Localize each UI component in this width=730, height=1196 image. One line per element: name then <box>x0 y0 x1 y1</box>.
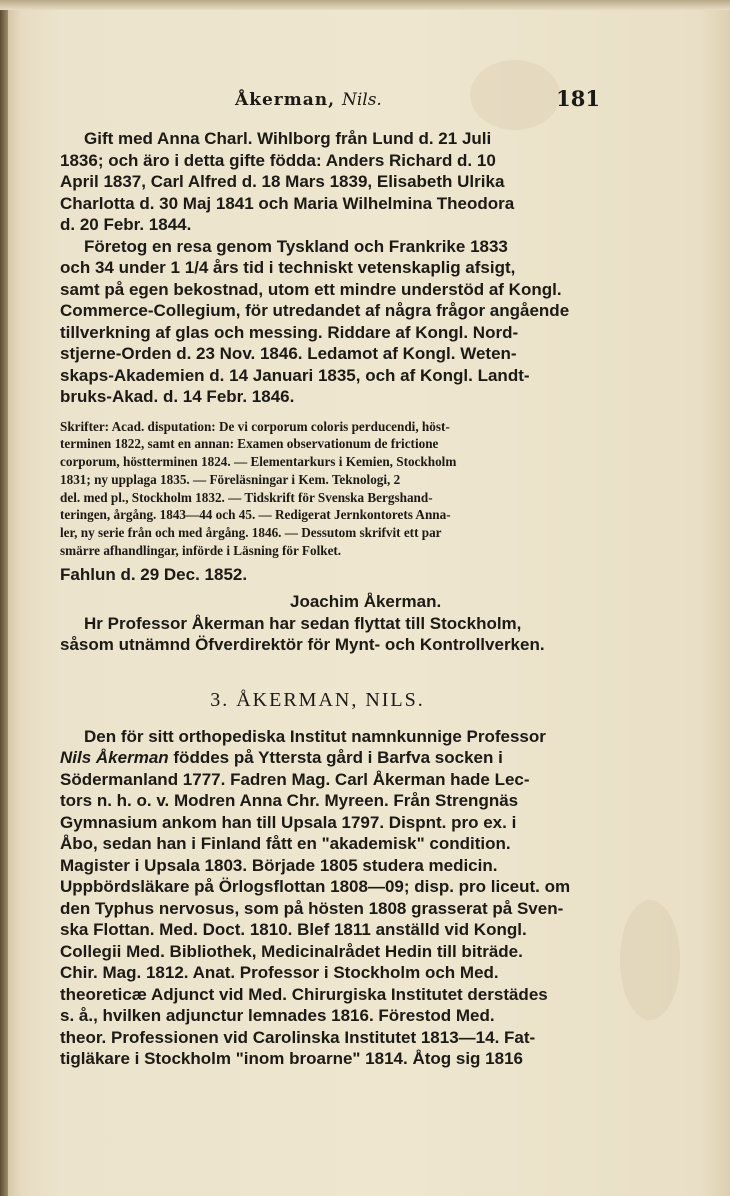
place-date-line <box>60 564 615 586</box>
text-line: Den för sitt orthopediska Institut namnkunnige Professor <box>84 726 546 746</box>
text-line: Företog en resa genom Tyskland och Frankrike 1833 <box>84 236 508 256</box>
text-line: theoreticæ Adjunct vid Med. Chirurgiska Institutet derstädes <box>60 984 548 1004</box>
text-line: och 34 under 1 1/4 års tid i techniskt vetenskaplig afsigt, <box>60 258 516 277</box>
page-header <box>60 86 600 116</box>
running-head-firstname: Nils. <box>341 90 382 110</box>
text-line: April 1837, Carl Alfred d. 18 Mars 1839, Elisabeth Ulrika <box>60 172 505 191</box>
text-span: föddes på Yttersta gård i Barfva socken i <box>168 748 503 768</box>
page-binding-edge <box>0 0 8 1196</box>
text-line: stjerne-Orden d. 23 Nov. 1846. Ledamot af Kongl. Weten- <box>60 344 517 363</box>
text-line: Chir. Mag. 1812. Anat. Professor i Stockholm och Med. <box>60 963 499 983</box>
page-top-edge <box>0 0 730 10</box>
text-line: tillverkning af glas och messing. Riddare af Kongl. Nord- <box>60 322 519 342</box>
section-heading: 3. ÅKERMAN, NILS. <box>210 688 425 711</box>
signature: Joachim Åkerman. <box>290 592 442 612</box>
text-line: bruks-Akad. d. 14 Febr. 1846. <box>60 387 295 406</box>
text-line: Commerce-Collegium, för utredandet af några frågor angående <box>60 301 570 320</box>
intro-paragraphs <box>60 128 615 408</box>
text-line <box>60 747 615 769</box>
biography-paragraph <box>60 726 615 1070</box>
text-line: Charlotta d. 30 Maj 1841 och Maria Wilhelmina Theodora <box>60 193 515 213</box>
person-name: Nils Åkerman <box>60 748 169 768</box>
text-line: tigläkare i Stockholm "inom broarne" 1814. Åtog sig 1816 <box>60 1049 523 1069</box>
text-line: s. å., hvilken adjunctur lemnades 1816. Förestod Med. <box>60 1006 495 1026</box>
text-line: Åbo, sedan han i Finland fått en "akademisk" condition. <box>60 834 511 854</box>
main-text <box>60 128 615 1070</box>
place-date: Fahlun d. 29 Dec. 1852. <box>60 564 248 584</box>
text-line: theor. Professionen vid Carolinska Institutet 1813—14. Fat- <box>60 1027 536 1047</box>
signature-line <box>60 591 615 613</box>
note-paragraph <box>60 613 615 656</box>
page-number: 181 <box>556 86 600 111</box>
skrifter-line: del. med pl., Stockholm 1832. — Tidskrift för Svenska Bergshand- <box>60 489 433 505</box>
skrifter-section <box>60 418 615 560</box>
text-line: Gymnasium ankom han till Upsala 1797. Dispnt. pro ex. i <box>60 812 517 832</box>
text-line: 1836; och äro i detta gifte födda: Anders Richard d. 10 <box>60 150 496 170</box>
text-line: den Typhus nervosus, som på hösten 1808 grasserat på Sven- <box>60 898 564 918</box>
text-line: Hr Professor Åkerman har sedan flyttat till Stockholm, <box>84 613 522 633</box>
text-line: Uppbördsläkare på Örlogsflottan 1808—09; disp. pro liceut. om <box>60 877 571 897</box>
running-head-surname: Åkerman, <box>235 90 336 110</box>
text-line: tors n. h. o. v. Modren Anna Chr. Myreen. Från Strengnäs <box>60 791 519 811</box>
skrifter-line: Skrifter: Acad. disputation: De vi corporum coloris perducendi, höst- <box>60 418 450 434</box>
text-line: Södermanland 1777. Fadren Mag. Carl Åkerman hade Lec- <box>60 769 530 789</box>
running-head <box>235 90 382 110</box>
text-line: Magister i Upsala 1803. Började 1805 studera medicin. <box>60 855 498 875</box>
text-line: samt på egen bekostnad, utom ett mindre understöd af Kongl. <box>60 279 562 299</box>
paper-stain <box>620 900 680 1020</box>
text-line: Gift med Anna Charl. Wihlborg från Lund d. 21 Juli <box>84 129 492 148</box>
text-line: Collegii Med. Bibliothek, Medicinalrådet Hedin till biträde. <box>60 941 523 961</box>
text-line: d. 20 Febr. 1844. <box>60 215 192 234</box>
skrifter-line: terminen 1822, samt en annan: Examen observationum de frictione <box>60 436 439 452</box>
text-line: såsom utnämnd Öfverdirektör för Mynt- och Kontrollverken. <box>60 635 545 655</box>
skrifter-line: corporum, höstterminen 1824. — Elementarkurs i Kemien, Stockholm <box>60 454 457 470</box>
skrifter-line: teringen, årgång. 1843—44 och 45. — Redigerat Jernkontorets Anna- <box>60 507 451 523</box>
skrifter-line: ler, ny serie från och med årgång. 1846. — Dessutom skrifvit ett par <box>60 525 442 541</box>
text-line: ska Flottan. Med. Doct. 1810. Blef 1811 anställd vid Kongl. <box>60 920 527 940</box>
skrifter-line: smärre afhandlingar, införde i Läsning för Folket. <box>60 543 342 559</box>
text-line: skaps-Akademien d. 14 Januari 1835, och af Kongl. Landt- <box>60 365 530 385</box>
skrifter-line: 1831; ny upplaga 1835. — Föreläsningar i Kem. Teknologi, 2 <box>60 471 401 487</box>
